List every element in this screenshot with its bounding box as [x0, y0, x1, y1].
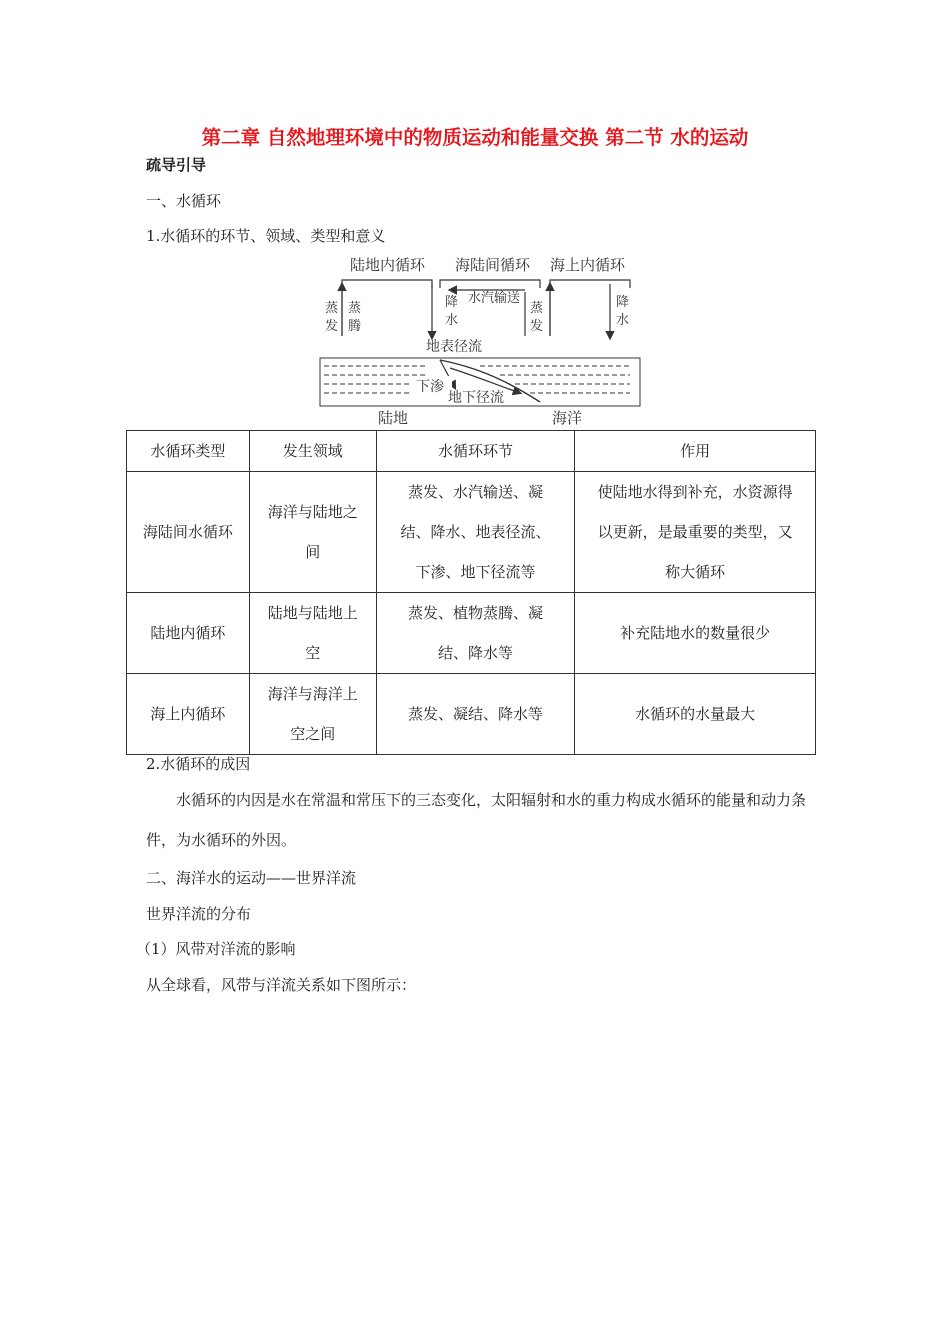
label-evap2-a: 蒸 [530, 301, 544, 316]
label-evap2-b: 发 [530, 319, 544, 334]
header-cell: 水循环环节 [376, 431, 575, 472]
page-title: 第二章 自然地理环境中的物质运动和能量交换 第二节 水的运动 [201, 126, 749, 149]
cell-type: 海上内循环 [127, 674, 250, 755]
cell-links: 蒸发、凝结、降水等 [376, 674, 575, 755]
label-ocean: 海洋 [552, 409, 583, 427]
label-precip2-b: 水 [616, 313, 630, 328]
water-cycle-diagram [300, 248, 650, 430]
table-row [127, 472, 816, 593]
guide-heading: 疏导引导 [146, 156, 207, 174]
label-transp-b: 腾 [348, 319, 362, 334]
label-land-loop: 陆地内循环 [350, 256, 426, 274]
header-cell: 作用 [575, 431, 816, 472]
paragraph-causes: 水循环的内因是水在常温和常压下的三态变化，太阳辐射和水的重力构成水循环的能量和动力条件，为水循环的外因。 [146, 791, 807, 849]
header-cell: 发生领域 [249, 431, 376, 472]
table-row [127, 593, 816, 674]
subheading-wind-influence: （1）风带对洋流的影响 [136, 940, 296, 958]
table-row [127, 674, 816, 755]
label-ground-runoff: 地下径流 [448, 390, 504, 406]
header-cell: 水循环类型 [127, 431, 250, 472]
section-ocean-currents: 二、海洋水的运动——世界洋流 [146, 869, 357, 887]
section-water-cycle: 一、水循环 [146, 192, 222, 210]
label-evap1-b: 发 [325, 319, 339, 334]
label-precip1-a: 降 [445, 295, 459, 310]
label-land: 陆地 [378, 409, 409, 427]
cell-links: 蒸发、水汽输送、凝 结、降水、地表径流、 下渗、地下径流等 [376, 472, 575, 593]
cell-field: 陆地与陆地上 空 [249, 593, 376, 674]
label-precip1-b: 水 [445, 313, 459, 328]
cell-type: 海陆间水循环 [127, 472, 250, 593]
water-cycle-table [126, 430, 816, 755]
subheading-current-distribution: 世界洋流的分布 [146, 905, 252, 923]
cell-effect: 水循环的水量最大 [575, 674, 816, 755]
table-header-row [127, 431, 816, 472]
cell-field: 海洋与海洋上 空之间 [249, 674, 376, 755]
label-precip2-a: 降 [616, 295, 630, 310]
label-surface-runoff: 地表径流 [426, 339, 482, 355]
cell-effect: 使陆地水得到补充，水资源得 以更新，是最重要的类型，又 称大循环 [575, 472, 816, 593]
label-infiltration: 下渗 [416, 379, 444, 395]
label-transp-a: 蒸 [348, 301, 362, 316]
subheading-cycle-types: 1.水循环的环节、领域、类型和意义 [146, 227, 386, 245]
sea-land-bracket [440, 280, 540, 288]
cell-effect: 补充陆地水的数量很少 [575, 593, 816, 674]
label-evap1-a: 蒸 [325, 301, 339, 316]
text-global-relation: 从全球看，风带与洋流关系如下图所示： [146, 976, 417, 994]
label-vapor-transport: 水汽输送 [468, 291, 521, 306]
cell-type: 陆地内循环 [127, 593, 250, 674]
subheading-cycle-causes: 2.水循环的成因 [146, 755, 251, 773]
cell-links: 蒸发、植物蒸腾、凝 结、降水等 [376, 593, 575, 674]
cell-field: 海洋与陆地之 间 [249, 472, 376, 593]
label-sea-land-loop: 海陆间循环 [455, 256, 531, 274]
label-sea-loop: 海上内循环 [550, 256, 626, 274]
